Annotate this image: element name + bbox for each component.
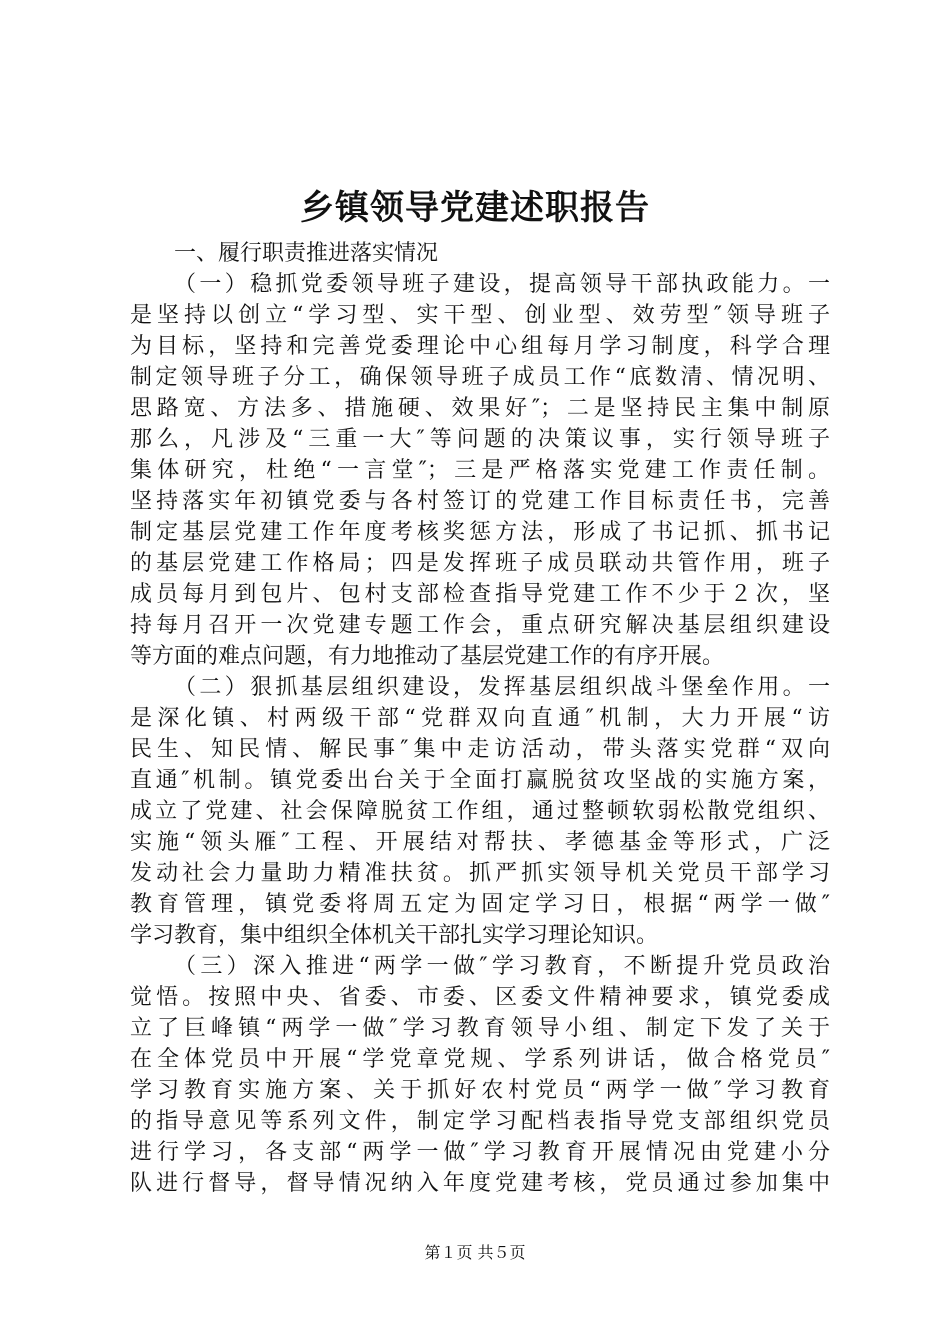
- paragraph-line: 那么，凡涉及“三重一大″等问题的决策议事，实行领导班子: [130, 427, 830, 452]
- paragraph-line: 民生、知民情、解民事″集中走访活动，带头落实党群“双向: [130, 737, 830, 762]
- paragraph-line: 学习教育实施方案、关于抓好农村党员“两学一做″学习教育: [130, 1078, 830, 1103]
- paragraph-line: 的基层党建工作格局；四是发挥班子成员联动共管作用，班子: [130, 551, 830, 576]
- paragraph-line: 觉悟。按照中央、省委、市委、区委文件精神要求，镇党委成: [130, 985, 830, 1010]
- paragraph-line: 等方面的难点问题，有力地推动了基层党建工作的有序开展。: [130, 644, 725, 669]
- paragraph-line: 发动社会力量助力精准扶贫。抓严抓实领导机关党员干部学习: [130, 861, 830, 886]
- paragraph-line: 的指导意见等系列文件，制定学习配档表指导党支部组织党员: [130, 1109, 830, 1134]
- paragraph-line: 制定领导班子分工，确保领导班子成员工作“底数清、情况明、: [130, 365, 830, 390]
- section-heading: 一、履行职责推进落实情况: [174, 241, 439, 266]
- paragraph-line: 持每月召开一次党建专题工作会，重点研究解决基层组织建设: [130, 613, 830, 638]
- paragraph-line: 是坚持以创立“学习型、实干型、创业型、效劳型″领导班子: [130, 303, 830, 328]
- paragraph-line: 坚持落实年初镇党委与各村签订的党建工作目标责任书，完善: [130, 489, 830, 514]
- paragraph-line: 立了巨峰镇“两学一做″学习教育领导小组、制定下发了关于: [130, 1016, 830, 1041]
- paragraph-line: 在全体党员中开展“学党章党规、学系列讲话，做合格党员″: [130, 1047, 830, 1072]
- paragraph-line: 集体研究，杜绝“一言堂″；三是严格落实党建工作责任制。: [130, 458, 830, 483]
- paragraph-line: （三）深入推进“两学一做″学习教育，不断提升党员政治: [174, 954, 830, 979]
- paragraph-line: （二）狠抓基层组织建设，发挥基层组织战斗堡垒作用。一: [174, 675, 830, 700]
- paragraph-line: 成员每月到包片、包村支部检查指导党建工作不少于２次，坚: [130, 582, 830, 607]
- page-footer: 第１页 共５页: [424, 1243, 526, 1262]
- paragraph-line: （一）稳抓党委领导班子建设，提高领导干部执政能力。一: [174, 272, 830, 297]
- paragraph-line: 实施“领头雁″工程、开展结对帮扶、孝德基金等形式，广泛: [130, 830, 830, 855]
- paragraph-line: 思路宽、方法多、措施硬、效果好″；二是坚持民主集中制原: [130, 396, 830, 421]
- document-body: [130, 238, 830, 1199]
- paragraph-line: 为目标，坚持和完善党委理论中心组每月学习制度，科学合理: [130, 334, 830, 359]
- document-title: 乡镇领导党建述职报告: [300, 188, 650, 228]
- paragraph-line: 成立了党建、社会保障脱贫工作组，通过整顿软弱松散党组织、: [130, 799, 830, 824]
- paragraph-line: 制定基层党建工作年度考核奖惩方法，形成了书记抓、抓书记: [130, 520, 830, 545]
- paragraph-line: 是深化镇、村两级干部“党群双向直通″机制，大力开展“访: [130, 706, 830, 731]
- paragraph-line: 教育管理，镇党委将周五定为固定学习日，根据“两学一做″: [130, 892, 830, 917]
- paragraph-line: 队进行督导，督导情况纳入年度党建考核，党员通过参加集中: [130, 1171, 830, 1196]
- paragraph-line: 进行学习，各支部“两学一做″学习教育开展情况由党建小分: [130, 1140, 830, 1165]
- paragraph-line: 直通″机制。镇党委出台关于全面打赢脱贫攻坚战的实施方案，: [130, 768, 830, 793]
- paragraph-line: 学习教育，集中组织全体机关干部扎实学习理论知识。: [130, 923, 659, 948]
